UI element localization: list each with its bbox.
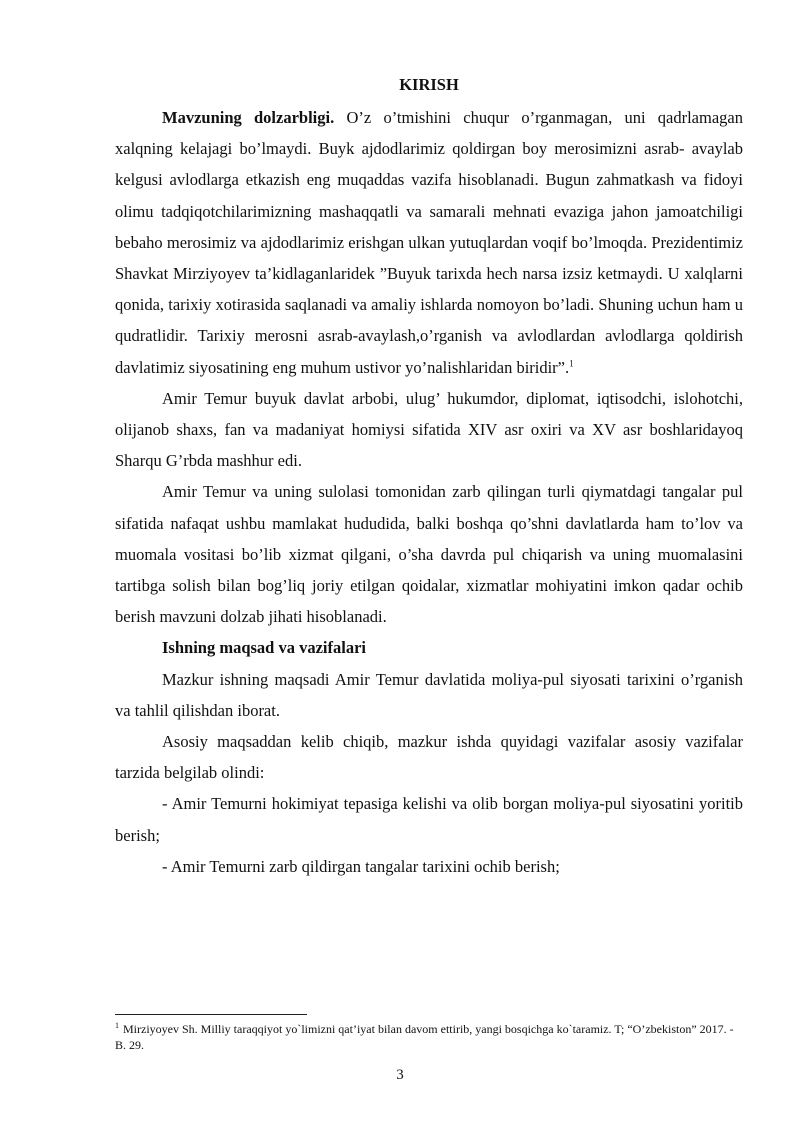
footnote-mark: 1 [115, 1021, 119, 1030]
task-item-2: - Amir Temurni zarb qildirgan tangalar tarixini ochib berish; [162, 856, 560, 876]
footnote-text: Mirziyoyev Sh. Milliy taraqqiyot yo`limizni qat’iyat bilan davom ettirib, yangi bosqichga ko`taramiz. T; “O’zbekiston” 2017. -B. 29. [115, 1022, 734, 1052]
page-title: KIRISH [399, 75, 459, 94]
relevance-lead: Mavzuning dolzarbligi. [162, 108, 335, 127]
footnote [115, 1021, 743, 1053]
footnote-separator [115, 1014, 307, 1015]
footnote-reference[interactable]: 1 [569, 358, 574, 369]
page-body [115, 74, 743, 882]
paragraph-relevance [115, 102, 743, 383]
paragraph-coins: Amir Temur va uning sulolasi tomonidan zarb qilingan turli qiymatdagi tangalar pul sifatida nafaqat ushbu mamlakat hududida, balki boshqa qo’shni davlatlarda ham to’lov va muomala vositasi bo’lib xizmat qilgani, o’sha davrda pul chiqarish va uning muomalasini tartibga solish bilan bog’liq joriy etilgan qoidalar, xizmatlar mohiyatini imkon qadar ochib berish mavzuni dolzab jihati hisoblanadi. [115, 482, 743, 627]
task-item-1: - Amir Temurni hokimiyat tepasiga kelishi va olib borgan moliya-pul siyosatini yoritib berish; [115, 794, 743, 845]
paragraph-tasks-intro: Asosiy maqsaddan kelib chiqib, mazkur ishda quyidagi vazifalar asosiy vazifalar tarzida belgilab olindi: [115, 732, 743, 783]
paragraph-amir-temur: Amir Temur buyuk davlat arbobi, ulug’ hukumdor, diplomat, iqtisodchi, islohotchi, olijanob shaxs, fan va madaniyat homiysi sifatida XIV asr oxiri va XV asr boshlaridayoq Sharqu G’rbda mashhur edi. [115, 388, 743, 471]
section-heading-goals: Ishning maqsad va vazifalari [162, 638, 366, 658]
relevance-text: O’z o’tmishini chuqur o’rganmagan, uni qadrlamagan xalqning kelajagi bo’lmaydi. Buyk ajdodlarimiz qoldirgan boy merosimizni asrab- avaylab kelgusi avlodlarga etkazish eng muqaddas vazifa hisoblanadi. Bugun zahmatkash va fidoyi olimu tadqiqotchilarimizning mashaqqatli va samarali mehnati evaziga jahon jamoatchiligi bebaho merosimiz va ajdodlarimiz erishgan ulkan yutuqlardan voqif bo’lmoqda. Prezidentimiz Shavkat Mirziyoyev ta’kidlaganlaridek ”Buyuk tarixda hech narsa izsiz ketmaydi. U xalqlarni qonida, tarixiy xotirasida saqlanadi va amaliy ishlarda nomoyon bo’ladi. Shuning uchun ham u qudratlidir. Tarixiy merosni asrab-avaylash,o’rganish va avlodlardan avlodlarga qoldirish davlatimiz siyosatining eng muhum ustivor yo’nalishlaridan biridir”. [115, 108, 743, 377]
paragraph-goal: Mazkur ishning maqsadi Amir Temur davlatida moliya-pul siyosati tarixini o’rganish va tahlil qilishdan iborat. [115, 669, 743, 720]
page-number: 3 [396, 1067, 404, 1083]
